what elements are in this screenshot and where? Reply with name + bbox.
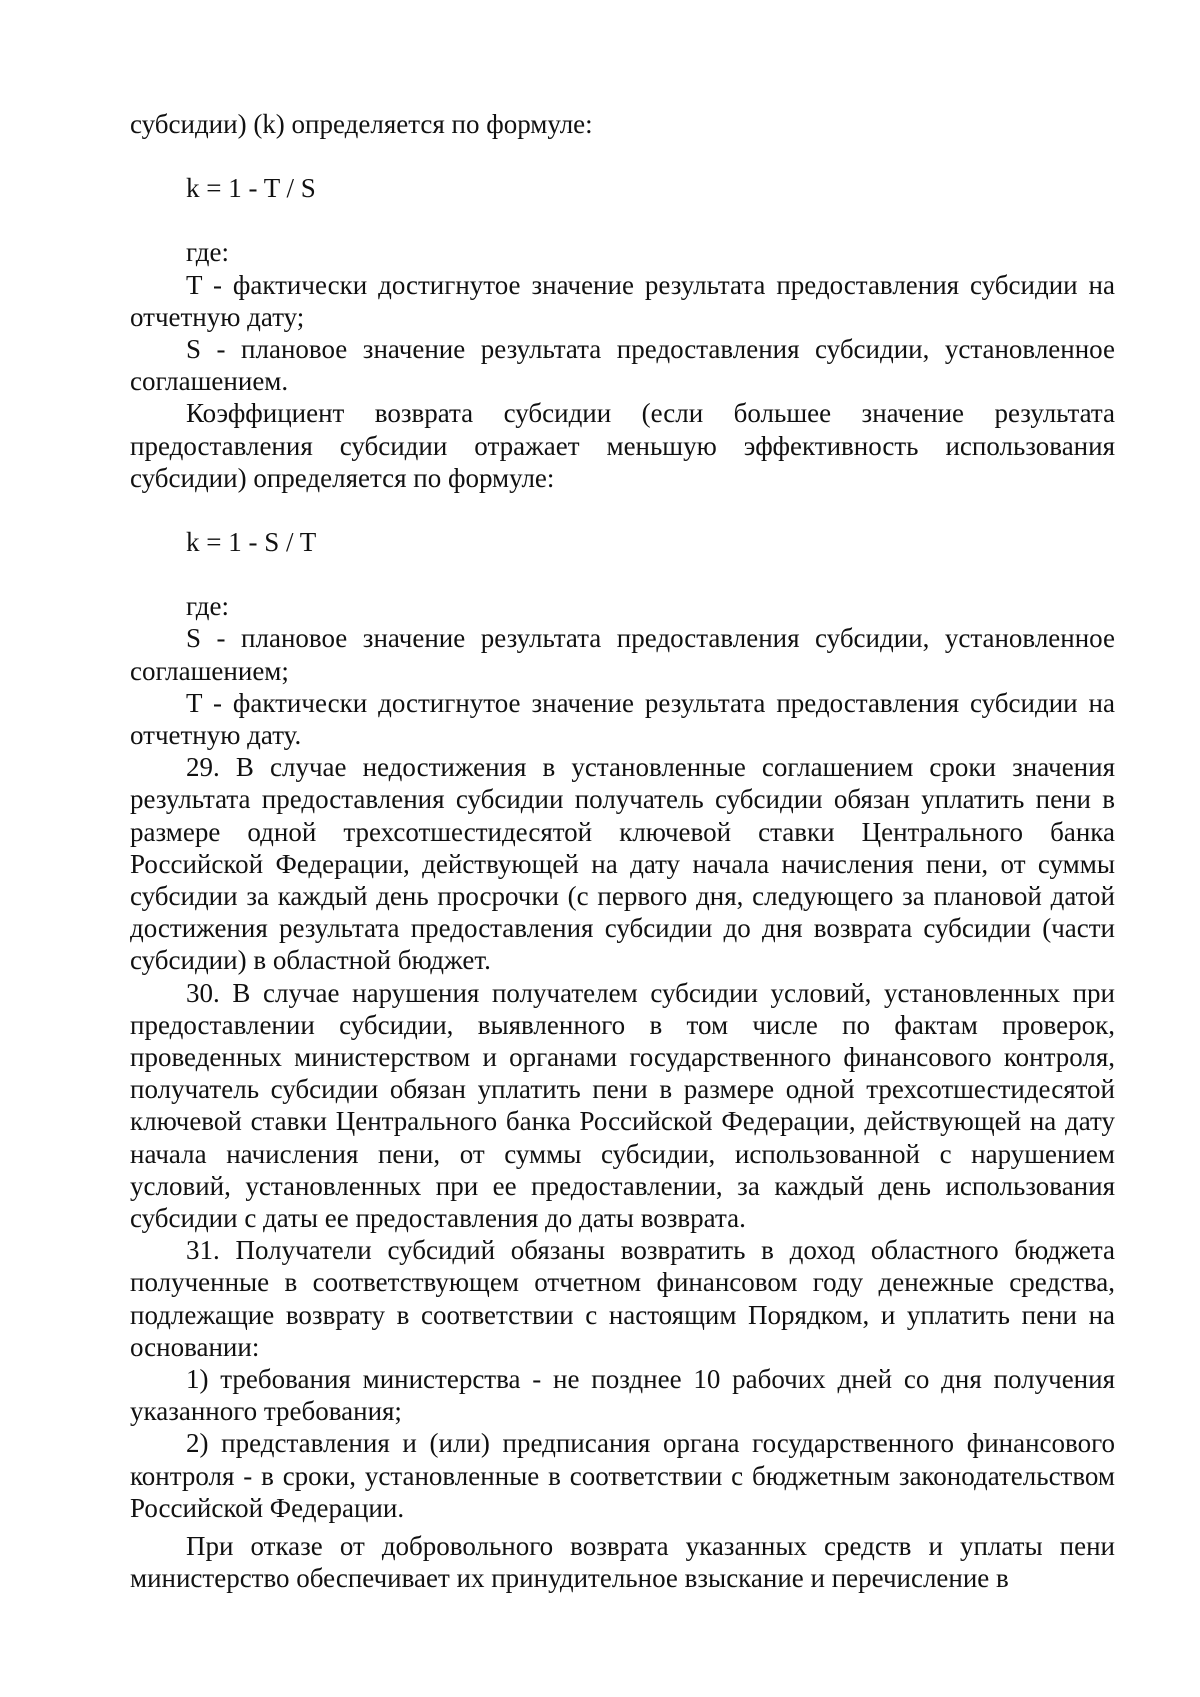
paragraph-31: 31. Получатели субсидий обязаны возвратить в доход областного бюджета полученные в соответствующем отчетном финансовом году денежные средства, подлежащие возврату в соответствии с настоящим Порядком, и уплатить пени на основании: — [130, 1235, 1115, 1362]
paragraph-30: 30. В случае нарушения получателем субсидии условий, установленных при предоставлении субсидии, выявленного в том числе по фактам проверок, проведенных министерством и органами государственного финансового контроля, получатель субсидии обязан уплатить пени в размере одной трехсотшестидесятой ключевой ставки Центрального банка Российской Федерации, действующей на дату начала начисления пени, от суммы субсидии, использованной с нарушением условий, установленных при ее предоставлении, за каждый день использования субсидии с даты ее предоставления до даты возврата. — [130, 977, 1115, 1234]
subitem-1: 1) требования министерства - не позднее 10 рабочих дней со дня получения указанного требования; — [130, 1364, 1115, 1427]
definition-s-1: S - плановое значение результата предоставления субсидии, установленное соглашением. — [130, 334, 1115, 397]
paragraph-refusal: При отказе от добровольного возврата указанных средств и уплаты пени министерство обеспечивает их принудительное взыскание и перечисление в — [130, 1531, 1115, 1594]
formula-k-t-s: k = 1 - T / S — [186, 173, 316, 204]
formula-k-s-t: k = 1 - S / T — [186, 527, 317, 558]
where-label-1: где: — [186, 237, 229, 268]
definition-s-2: S - плановое значение результата предоставления субсидии, установленное соглашением; — [130, 623, 1115, 686]
definition-t-2: T - фактически достигнутое значение результата предоставления субсидии на отчетную дату. — [130, 687, 1115, 751]
paragraph-29: 29. В случае недостижения в установленные соглашением сроки значения результата предоставления субсидии получатель субсидии обязан уплатить пени в размере одной трехсотшестидесятой ключевой ставки Центрального банка Российской Федерации, действующей на дату начала начисления пени, от суммы субсидии за каждый день просрочки (с первого дня, следующего за плановой датой достижения результата предоставления субсидии до дня возврата субсидии (части субсидии) в областной бюджет. — [130, 752, 1115, 976]
definition-t-1: T - фактически достигнутое значение результата предоставления субсидии на отчетную дату; — [130, 269, 1115, 332]
where-label-2: где: — [186, 591, 229, 622]
paragraph-coefficient: Коэффициент возврата субсидии (если большее значение результата предоставления субсидии отражает меньшую эффективность использования субсидии) определяется по формуле: — [130, 398, 1115, 493]
document-page — [130, 108, 1115, 1595]
paragraph-formula-intro: субсидии) (k) определяется по формуле: — [130, 109, 593, 139]
subitem-2: 2) представления и (или) предписания органа государственного финансового контроля - в сроки, установленные в соответствии с бюджетным законодательством Российской Федерации. — [130, 1428, 1115, 1523]
